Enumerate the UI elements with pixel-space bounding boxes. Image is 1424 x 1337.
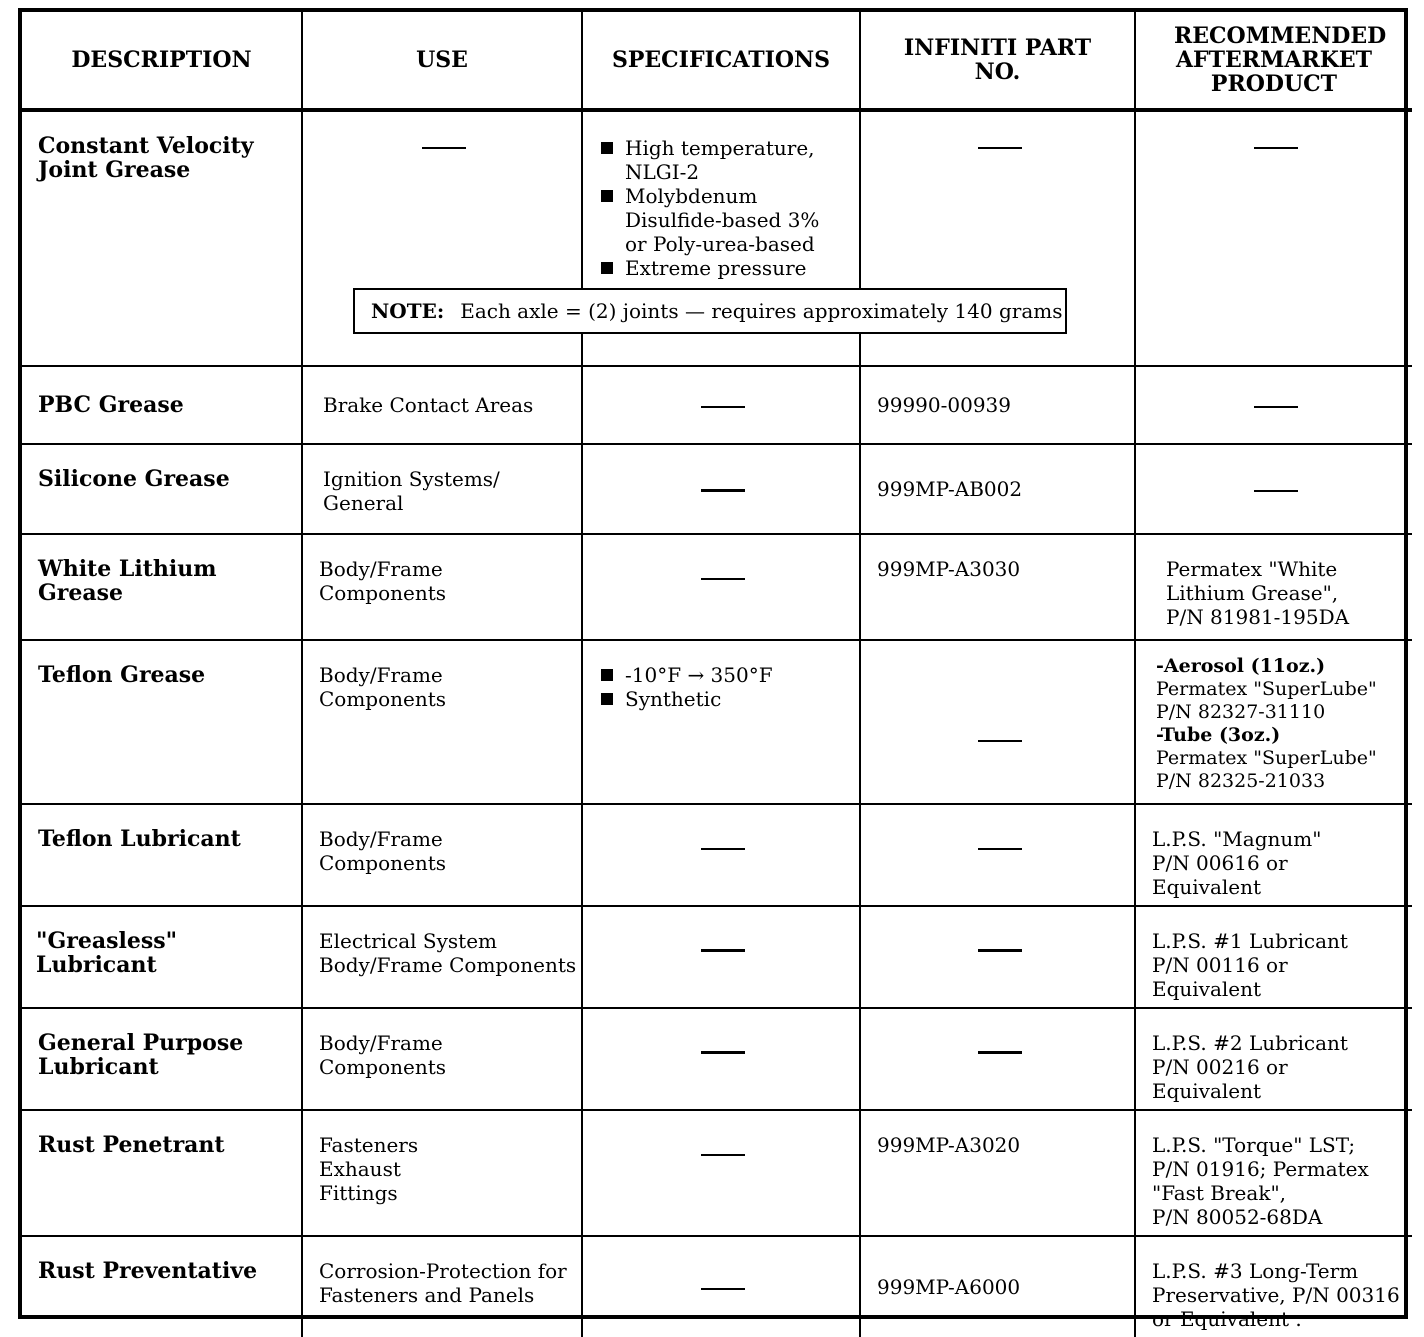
- bullet-icon: [601, 142, 613, 154]
- note-box: [353, 288, 1067, 334]
- dash: [1254, 147, 1298, 149]
- table-row: [22, 444, 1412, 534]
- row-description: Teflon Lubricant: [22, 804, 302, 906]
- row-use: Body/Frame Components: [302, 1008, 582, 1110]
- row-part-no: [860, 906, 1135, 1008]
- table-row: [22, 1236, 1412, 1337]
- row-part-no: [860, 1008, 1135, 1110]
- header-row: [22, 12, 1412, 110]
- table-row: [22, 804, 1412, 906]
- dash: [701, 489, 745, 492]
- spec-item: Synthetic: [599, 687, 847, 711]
- row-use: Body/Frame Components: [302, 640, 582, 804]
- dash: [978, 1051, 1022, 1054]
- row-description: General Purpose Lubricant: [22, 1008, 302, 1110]
- row-aftermarket: Permatex "White Lithium Grease", P/N 81981-195DA: [1135, 534, 1412, 640]
- row-description: White Lithium Grease: [22, 534, 302, 640]
- bullet-icon: [601, 669, 613, 681]
- lubricants-table: [22, 12, 1412, 1337]
- row-specifications: [582, 906, 860, 1008]
- row-description: Rust Preventative: [22, 1236, 302, 1337]
- row-part-no: [860, 640, 1135, 804]
- header-part-no: INFINITI PART NO.: [860, 12, 1135, 110]
- row-use: Corrosion-Protection for Fasteners and Panels: [302, 1236, 582, 1337]
- dash: [701, 1154, 745, 1156]
- dash: [422, 147, 466, 149]
- table-row: [22, 1008, 1412, 1110]
- row-aftermarket: [1135, 366, 1412, 444]
- row-aftermarket: L.P.S. "Magnum" P/N 00616 or Equivalent: [1135, 804, 1412, 906]
- row-part-no: 999MP-AB002: [860, 444, 1135, 534]
- row-aftermarket: L.P.S. #3 Long-Term Preservative, P/N 00316 or Equivalent .: [1135, 1236, 1412, 1337]
- note-text: Each axle = (2) joints — requires approximately 140 grams: [460, 299, 1063, 323]
- row-description: Rust Penetrant: [22, 1110, 302, 1236]
- row-description: PBC Grease: [22, 366, 302, 444]
- header-aftermarket: RECOMMENDED AFTERMARKET PRODUCT: [1135, 12, 1412, 110]
- table-row: [22, 640, 1412, 804]
- row-use: Electrical System Body/Frame Components: [302, 906, 582, 1008]
- dash: [978, 949, 1022, 952]
- dash: [978, 740, 1022, 742]
- table-row: [22, 366, 1412, 444]
- dash: [978, 848, 1022, 850]
- dash: [1254, 406, 1298, 408]
- note-label: NOTE:: [371, 299, 445, 323]
- row-aftermarket: [1135, 110, 1412, 366]
- row-part-no: [860, 804, 1135, 906]
- dash: [701, 578, 745, 580]
- table-row: [22, 1110, 1412, 1236]
- row-specifications: [582, 1008, 860, 1110]
- row-aftermarket: L.P.S. #2 Lubricant P/N 00216 or Equivalent: [1135, 1008, 1412, 1110]
- spec-item: Extreme pressure: [599, 256, 829, 280]
- row-description: Silicone Grease: [22, 444, 302, 534]
- row-use: Ignition Systems/ General: [302, 444, 582, 534]
- row-specifications: [582, 1110, 860, 1236]
- row-specifications: [582, 444, 860, 534]
- bullet-icon: [601, 693, 613, 705]
- dash: [701, 1051, 745, 1054]
- row-specifications: [582, 1236, 860, 1337]
- row-aftermarket: [1135, 444, 1412, 534]
- dash: [701, 1288, 745, 1290]
- bullet-icon: [601, 262, 613, 274]
- lubricants-table-frame: [18, 8, 1408, 1331]
- table-row: [22, 906, 1412, 1008]
- dash: [701, 949, 745, 952]
- row-part-no: 999MP-A3030: [860, 534, 1135, 640]
- header-use: USE: [302, 12, 582, 110]
- row-description: "Greasless" Lubricant: [22, 906, 302, 1008]
- dash: [701, 406, 745, 408]
- row-specifications: [582, 640, 860, 804]
- spec-item: High temperature, NLGI-2: [599, 136, 829, 184]
- row-part-no: 99990-00939: [860, 366, 1135, 444]
- row-description: Constant Velocity Joint Grease: [22, 110, 302, 366]
- header-description: DESCRIPTION: [22, 12, 302, 110]
- header-specifications: SPECIFICATIONS: [582, 12, 860, 110]
- row-part-no: 999MP-A3020: [860, 1110, 1135, 1236]
- row-use: Fasteners Exhaust Fittings: [302, 1110, 582, 1236]
- row-part-no: 999MP-A6000: [860, 1236, 1135, 1337]
- spec-item: Molybdenum Disulfide-based 3% or Poly-urea-based: [599, 184, 829, 256]
- row-use: Body/Frame Components: [302, 534, 582, 640]
- row-specifications: [582, 534, 860, 640]
- dash: [978, 147, 1022, 149]
- row-use: Brake Contact Areas: [302, 366, 582, 444]
- bullet-icon: [601, 190, 613, 202]
- row-specifications: [582, 804, 860, 906]
- row-aftermarket: L.P.S. "Torque" LST; P/N 01916; Permatex "Fast Break", P/N 80052-68DA: [1135, 1110, 1412, 1236]
- row-description: Teflon Grease: [22, 640, 302, 804]
- row-aftermarket: -Aerosol (11oz.) Permatex "SuperLube" P/N 82327-31110 -Tube (3oz.) Permatex "SuperLube" P/N 82325-21033: [1135, 640, 1412, 804]
- row-aftermarket: L.P.S. #1 Lubricant P/N 00116 or Equivalent: [1135, 906, 1412, 1008]
- row-specifications: [582, 366, 860, 444]
- dash: [1254, 490, 1298, 492]
- row-use: Body/Frame Components: [302, 804, 582, 906]
- spec-item: -10°F → 350°F: [599, 663, 847, 687]
- dash: [701, 848, 745, 850]
- table-row: [22, 534, 1412, 640]
